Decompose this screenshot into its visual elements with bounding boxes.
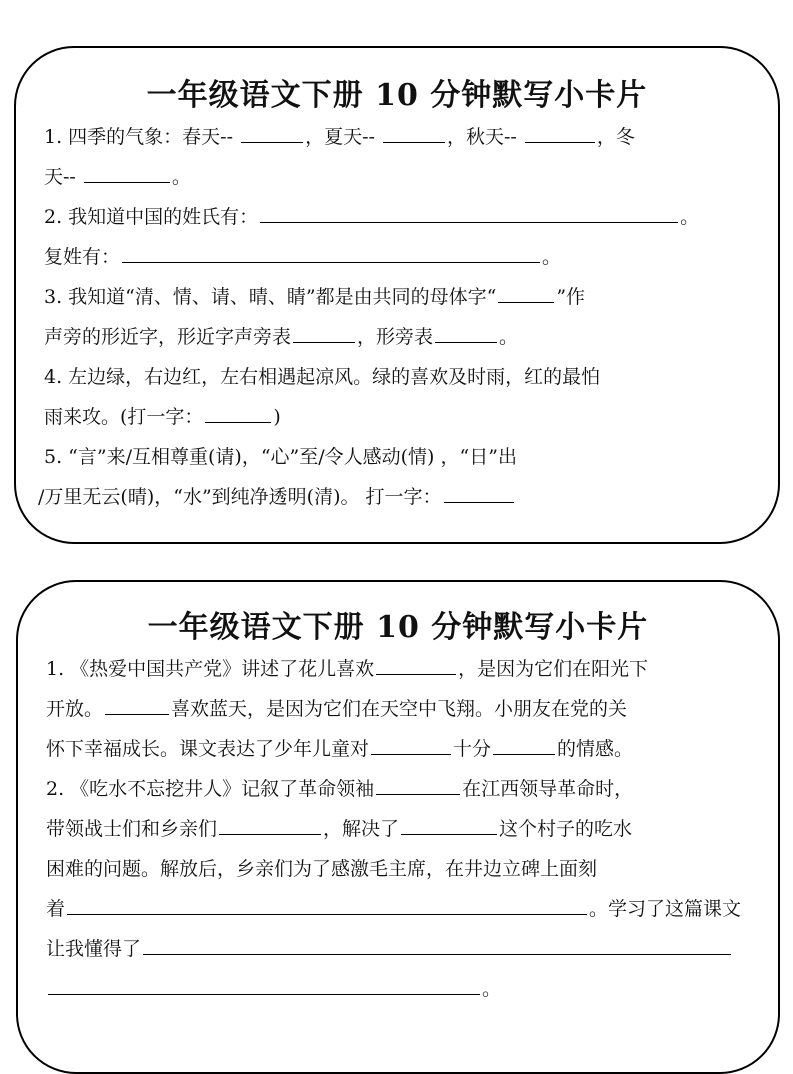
question-line: 着 。学习了这篇课文 <box>46 898 742 920</box>
question-line: 1. 四季的气象：春天-- ，夏天-- ，秋天-- ，冬 <box>44 126 635 148</box>
card-title: 一年级语文下册 10 分钟默写小卡片 <box>146 78 648 113</box>
answer-blank[interactable] <box>219 816 321 835</box>
answer-blank[interactable] <box>383 124 445 143</box>
question-line: 声旁的形近字，形近字声旁表 ，形旁表 。 <box>44 326 519 348</box>
answer-blank[interactable] <box>143 936 731 955</box>
card-title: 一年级语文下册 10 分钟默写小卡片 <box>147 610 649 645</box>
question-line: 1. 《热爱中国共产党》讲述了花儿喜欢 ，是因为它们在阳光下 <box>46 658 649 680</box>
question-line: 2. 我知道中国的姓氏有： 。 <box>44 206 700 228</box>
question-line: 4. 左边绿，右边红，左右相遇起凉风。绿的喜欢及时雨，红的最怕 <box>44 366 601 388</box>
answer-blank[interactable] <box>401 816 497 835</box>
answer-blank[interactable] <box>205 404 271 423</box>
answer-blank[interactable] <box>525 124 595 143</box>
answer-blank[interactable] <box>67 896 587 915</box>
question-line: 带领战士们和乡亲们 ，解决了 这个村子的吃水 <box>46 818 633 840</box>
answer-blank[interactable] <box>498 284 554 303</box>
question-line: 天-- 。 <box>44 166 191 188</box>
question-line: 。 <box>46 976 501 1002</box>
dictation-card-1 <box>14 46 780 544</box>
answer-blank[interactable] <box>260 204 678 223</box>
question-line: 复姓有： 。 <box>44 246 562 268</box>
question-line: 开放。 喜欢蓝天，是因为它们在天空中飞翔。小朋友在党的关 <box>46 698 628 720</box>
answer-blank[interactable] <box>435 324 497 343</box>
answer-blank[interactable] <box>105 696 169 715</box>
question-line: /万里无云(晴)，“水”到纯净透明(清)。 打一字： <box>38 484 516 510</box>
answer-blank[interactable] <box>293 324 355 343</box>
question-line: 3. 我知道“清、情、请、晴、睛”都是由共同的母体字“ ”作 <box>44 286 586 308</box>
answer-blank[interactable] <box>84 164 170 183</box>
answer-blank[interactable] <box>122 244 540 263</box>
question-line: 怀下幸福成长。课文表达了少年儿童对 十分 的情感。 <box>46 738 634 760</box>
answer-blank[interactable] <box>493 736 555 755</box>
question-line: 2. 《吃水不忘挖井人》记叙了革命领袖 在江西领导革命时， <box>46 778 634 800</box>
answer-blank[interactable] <box>241 124 303 143</box>
question-line: 5. “言”来/互相尊重(请)，“心”至/令人感动(情) ，“日”出 <box>44 446 517 468</box>
answer-blank[interactable] <box>371 736 451 755</box>
question-line: 让我懂得了 <box>46 936 733 962</box>
question-line: 困难的问题。解放后，乡亲们为了感激毛主席，在井边立碑上面刻 <box>46 858 598 880</box>
answer-blank[interactable] <box>48 976 480 995</box>
answer-blank[interactable] <box>376 776 460 795</box>
answer-blank[interactable] <box>444 484 514 503</box>
dictation-card-2 <box>16 580 780 1074</box>
answer-blank[interactable] <box>376 656 456 675</box>
question-line: 雨来攻。(打一字： ) <box>44 406 281 428</box>
